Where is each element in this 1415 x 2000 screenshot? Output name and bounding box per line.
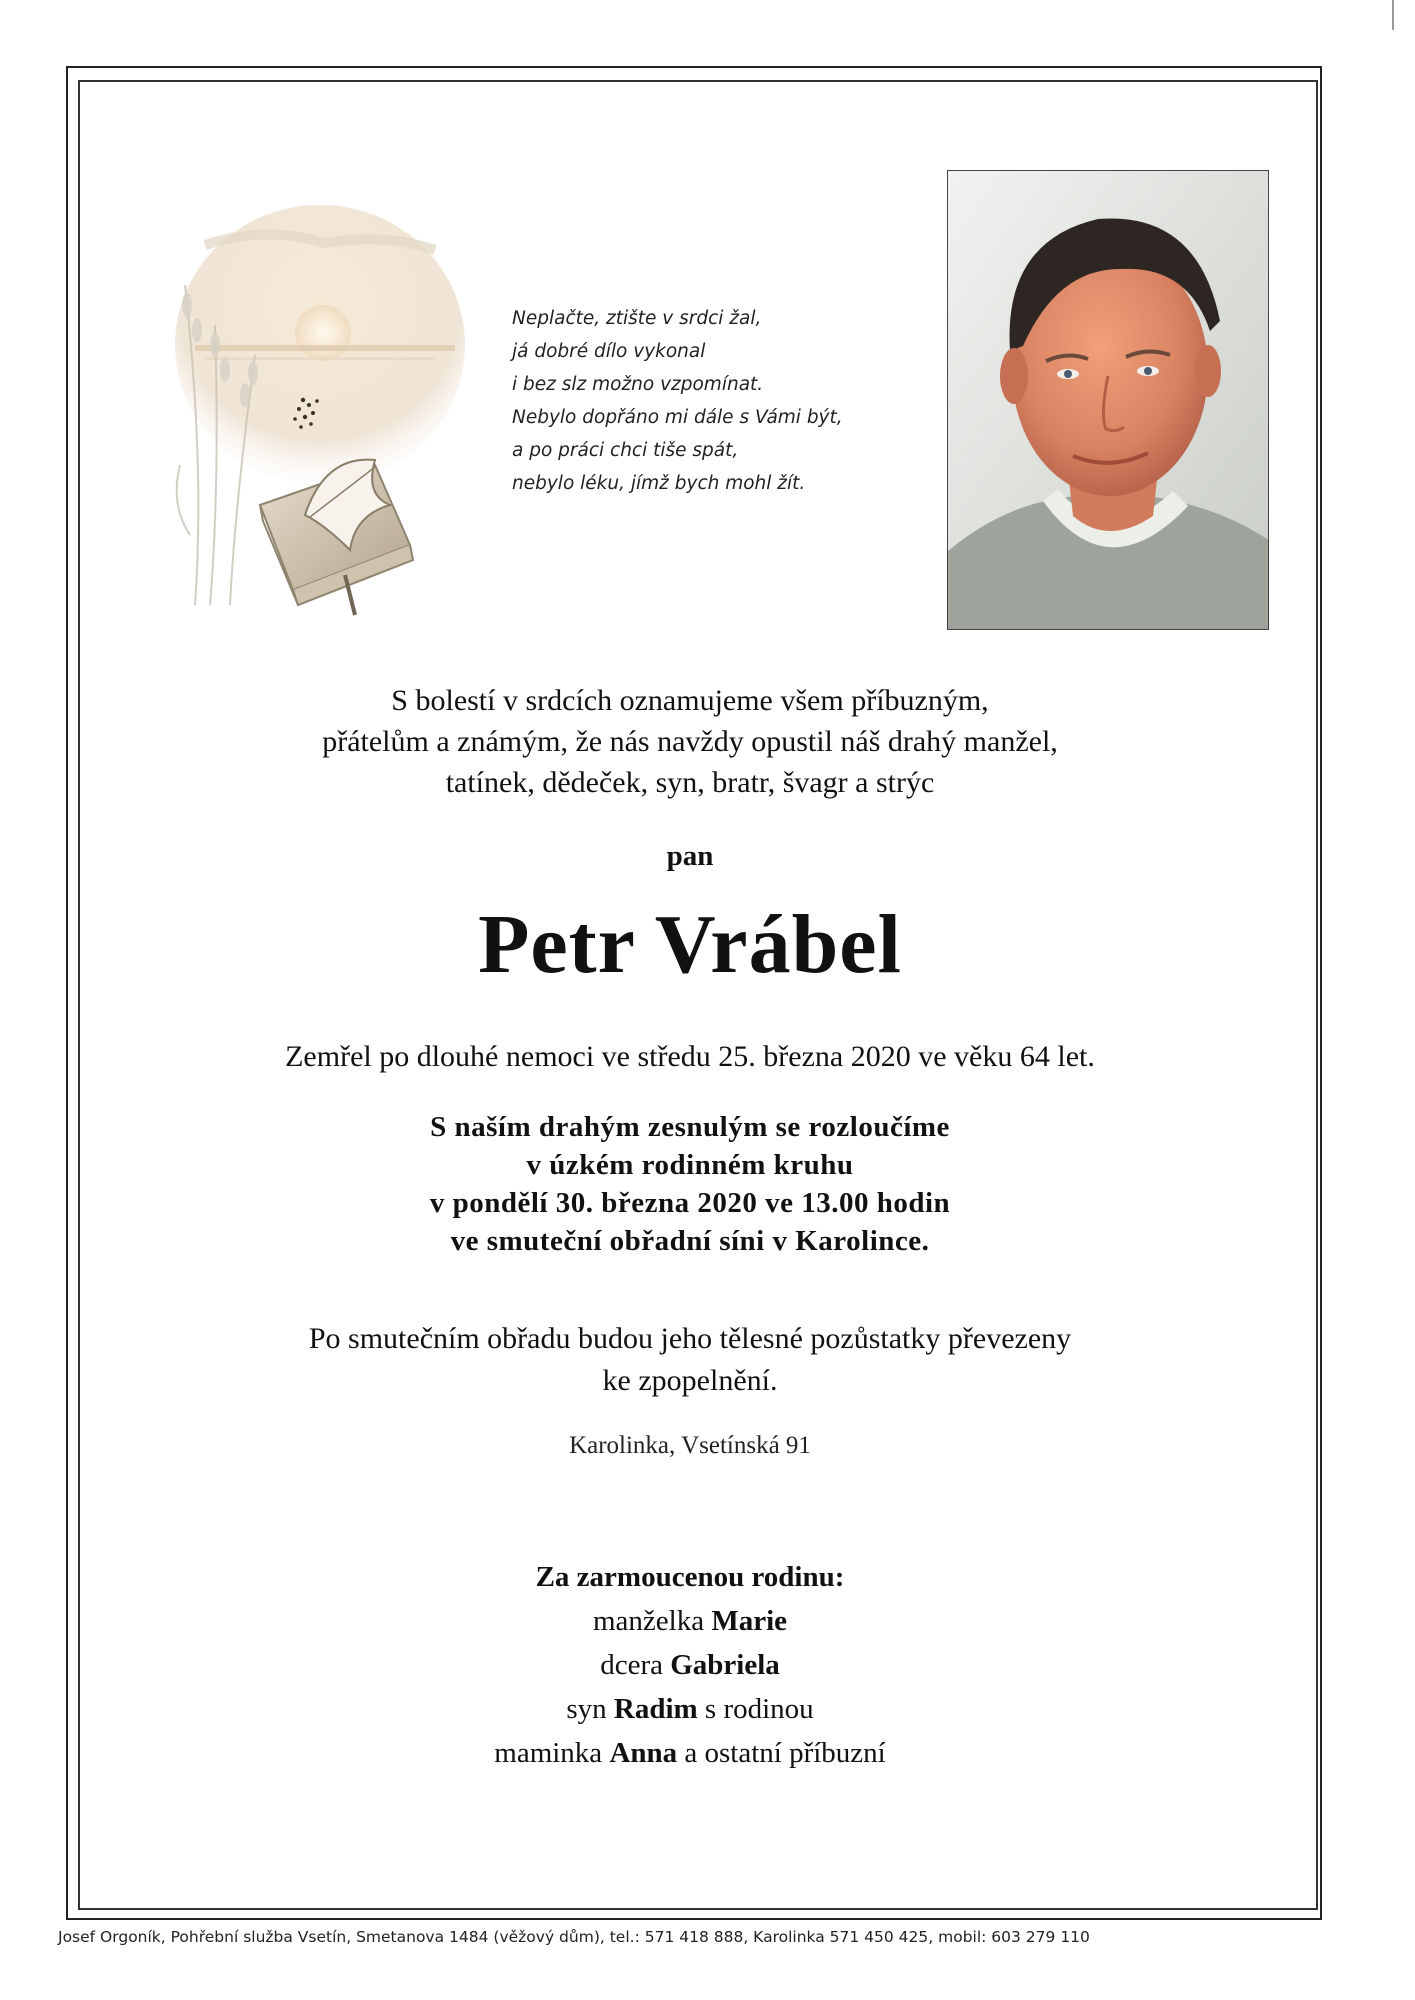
announcement (90, 680, 1290, 803)
family-heading: Za zarmoucenou rodinu: (535, 1561, 845, 1593)
ceremony-line: v pondělí 30. března 2020 ve 13.00 hodin (429, 1187, 951, 1219)
announcement-line: tatínek, dědeček, syn, bratr, švagr a strýc (445, 766, 935, 799)
funeral-service-footer: Josef Orgoník, Pohřební služba Vsetín, Smetanova 1484 (věžový dům), tel.: 571 418 888, Karolinka 571 450 425, mobil: 603 279 110 (58, 1928, 1090, 1946)
deceased-name: Petr Vrábel (478, 898, 902, 991)
announcement-line: přátelům a známým, že nás navždy opustil náš drahý manžel, (322, 725, 1058, 758)
family-signature (90, 1555, 1290, 1775)
cremation-line: Po smutečním obřadu budou jeho tělesné pozůstatky převezeny (308, 1322, 1072, 1355)
scan-edge-mark (1392, 0, 1394, 30)
poem-line: Neplačte, ztište v srdci žal, (512, 308, 762, 329)
cremation-notice (90, 1318, 1290, 1402)
family-member-name: Gabriela (670, 1649, 780, 1681)
poem-line: nebylo léku, jímž bych mohl žít. (512, 473, 806, 494)
announcement-line: S bolestí v srdcích oznamujeme všem příbuzným, (391, 684, 989, 717)
poem-line: i bez slz možno vzpomínat. (512, 374, 764, 395)
cremation-line: ke zpopelnění. (602, 1364, 778, 1397)
poem-line: já dobré dílo vykonal (512, 341, 706, 362)
family-member (90, 1687, 1290, 1731)
ceremony-line: ve smuteční obřadní síni v Karolince. (450, 1225, 930, 1257)
family-relation: maminka (494, 1737, 610, 1769)
salutation: pan (666, 840, 714, 872)
ceremony-details (90, 1108, 1290, 1260)
family-member-name: Anna (609, 1737, 678, 1769)
poem-line: a po práci chci tiše spát, (512, 440, 739, 461)
memorial-poem (512, 302, 892, 500)
death-notice: Zemřel po dlouhé nemoci ve středu 25. března 2020 ve věku 64 let. (285, 1040, 1095, 1073)
family-member (90, 1731, 1290, 1775)
poem-line: Nebylo dopřáno mi dále s Vámi být, (512, 407, 843, 428)
ceremony-line: S naším drahým zesnulým se rozloučíme (430, 1111, 950, 1143)
family-member (90, 1599, 1290, 1643)
portrait-photo-icon (947, 170, 1269, 630)
address: Karolinka, Vsetínská 91 (569, 1432, 811, 1459)
family-relation: dcera (600, 1649, 671, 1681)
family-relation: manželka (592, 1605, 712, 1637)
family-suffix: a ostatní příbuzní (677, 1737, 886, 1769)
memorial-illustration-icon (175, 205, 465, 625)
ceremony-line: v úzkém rodinném kruhu (526, 1149, 854, 1181)
family-suffix: s rodinou (697, 1693, 814, 1725)
family-relation: syn (566, 1693, 614, 1725)
family-member-name: Radim (613, 1693, 698, 1725)
family-member-name: Marie (711, 1605, 788, 1637)
family-member (90, 1643, 1290, 1687)
